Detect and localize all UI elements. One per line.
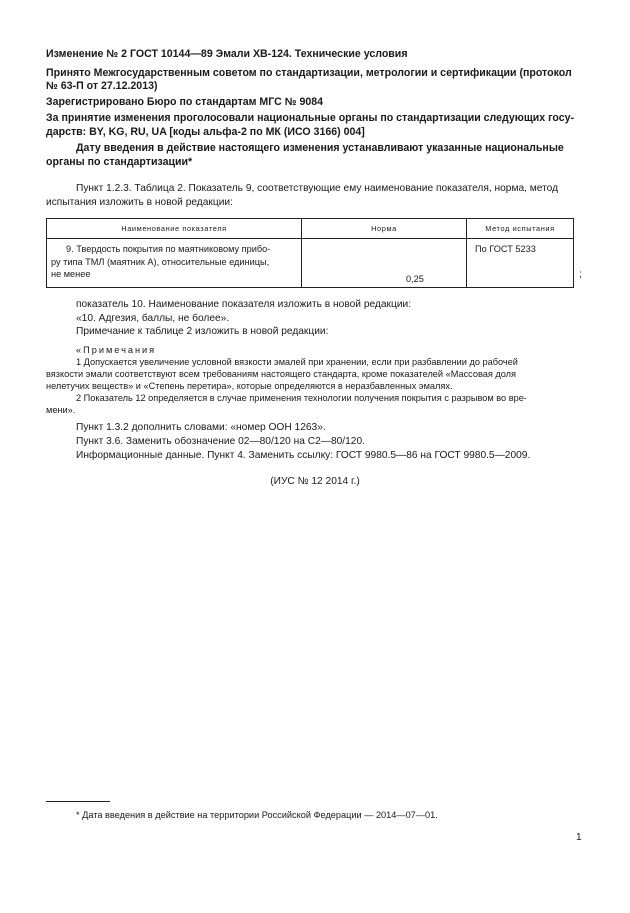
- effective-date-line-2: органы по стандартизации*: [46, 156, 193, 168]
- note-1-line-3: нелетучих веществ» и «Степень перетира», которые определяются в неразбавленных эмалях.: [46, 381, 453, 391]
- ius-reference: (ИУС № 12 2014 г.): [270, 476, 360, 487]
- note-2-line-2: мени».: [46, 405, 76, 415]
- notes-title: «Примечания: [76, 345, 157, 355]
- footnote: * Дата введения в действие на территории Российской Федерации — 2014—07—01.: [76, 810, 438, 820]
- footnote-divider: [46, 801, 110, 802]
- col-header-name: Наименование показателя: [47, 219, 302, 239]
- page-number: 1: [576, 832, 582, 843]
- voting-countries: дарств: BY, KG, RU, UA [коды альфа-2 по МК (ИСО 3166) 004]: [46, 126, 365, 138]
- document-title: Изменение № 2 ГОСТ 10144—89 Эмали ХВ-124. Технические условия: [46, 48, 408, 60]
- adoption-protocol: № 63-П от 27.12.2013): [46, 80, 158, 92]
- note-1-line-2: вязкости эмали соответствуют всем требованиям настоящего стандарта, кроме показателей «Массовая доля: [46, 369, 516, 379]
- cell-name-line-2: ру типа ТМЛ (маятник А), относительные единицы,: [51, 256, 270, 267]
- paragraph-4: Примечание к таблице 2 изложить в новой редакции:: [76, 326, 329, 337]
- table-trailing-semicolon: ;: [579, 269, 582, 280]
- registration-line: Зарегистрировано Бюро по стандартам МГС № 9084: [46, 96, 324, 108]
- indicator-table: [46, 218, 574, 288]
- effective-date-line: Дату введения в действие настоящего изменения устанавливают указанные национальные: [76, 142, 564, 154]
- voting-line: За принятие изменения проголосовали национальные органы по стандартизации следующих госу-: [46, 112, 575, 124]
- col-header-method: Метод испытания: [467, 219, 574, 239]
- norm-value: 0,25: [406, 273, 424, 284]
- paragraph-1-cont: испытания изложить в новой редакции:: [46, 197, 233, 208]
- paragraph-5: Пункт 1.3.2 дополнить словами: «номер ООН 1263».: [76, 422, 326, 433]
- col-header-norm: Норма: [302, 219, 467, 239]
- paragraph-6: Пункт 3.6. Заменить обозначение 02—80/120 на С2—80/120.: [76, 436, 365, 447]
- table-row: [47, 239, 574, 288]
- note-2-line-1: 2 Показатель 12 определяется в случае применения технологии получения покрытия с разрывом во вре-: [76, 393, 527, 403]
- cell-method: По ГОСТ 5233: [467, 239, 574, 288]
- paragraph-1: Пункт 1.2.3. Таблица 2. Показатель 9, соответствующие ему наименование показателя, норма, метод: [76, 183, 559, 194]
- table-header-row: [47, 219, 574, 239]
- paragraph-2: показатель 10. Наименование показателя изложить в новой редакции:: [76, 299, 412, 310]
- cell-norm: [302, 239, 467, 288]
- paragraph-7: Информационные данные. Пункт 4. Заменить ссылку: ГОСТ 9980.5—86 на ГОСТ 9980.5—2009.: [76, 450, 531, 461]
- note-1-line-1: 1 Допускается увеличение условной вязкости эмалей при хранении, если при разбавлении до рабочей: [76, 357, 518, 367]
- cell-name-line-1: 9. Твердость покрытия по маятниковому прибо-: [66, 244, 271, 254]
- cell-name-line-3: не менее: [51, 269, 91, 279]
- adoption-line: Принято Межгосударственным советом по стандартизации, метрологии и сертификации (протокол: [46, 67, 572, 79]
- paragraph-3: «10. Адгезия, баллы, не более».: [76, 313, 230, 324]
- cell-indicator-name: [47, 239, 302, 288]
